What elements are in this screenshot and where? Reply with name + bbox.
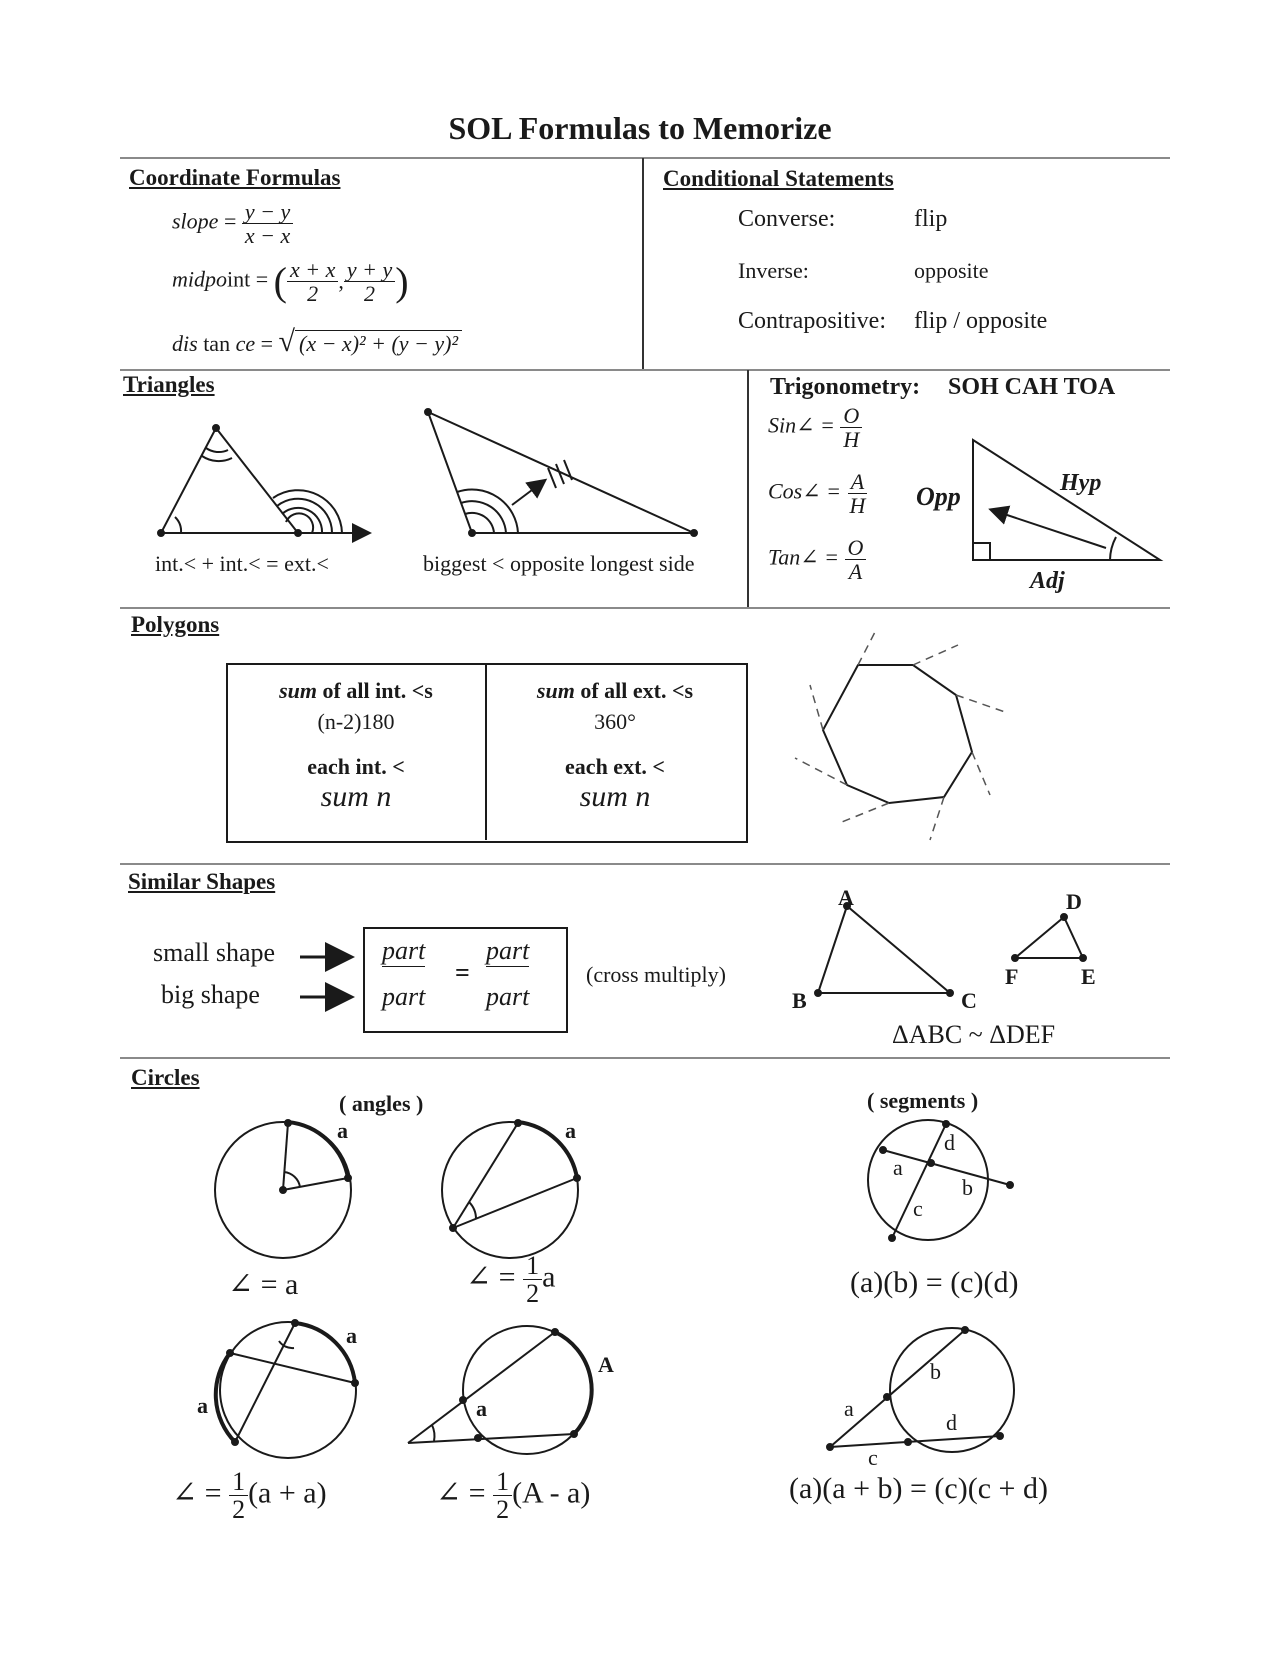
cross-multiply-note: (cross multiply) xyxy=(586,962,726,987)
half-fraction xyxy=(523,1252,542,1308)
sin-formula xyxy=(768,404,862,451)
midpoint-equals: = xyxy=(255,266,269,292)
external-secants-circle xyxy=(827,1327,1014,1452)
distance-label: dis xyxy=(172,331,198,356)
hyp-label: Hyp xyxy=(1060,470,1102,496)
exterior-angle-triangle xyxy=(158,425,368,536)
triangles-heading: Triangles xyxy=(123,372,215,397)
vertex-label-b: B xyxy=(792,988,807,1013)
small-part-1: part xyxy=(382,936,426,965)
exterior-sum-italic: sum xyxy=(536,678,575,703)
small-shape-label: small shape xyxy=(153,938,276,967)
coordinate-formulas-heading: Coordinate Formulas xyxy=(129,165,341,190)
divider xyxy=(120,607,1170,609)
midpoint-y-fraction xyxy=(344,258,395,305)
half-numerator: 1 xyxy=(229,1468,248,1496)
distance-equals: = xyxy=(260,331,274,356)
chord-formula-left: ∠ = xyxy=(172,1476,222,1510)
similarity-statement: ΔABC ~ ΔDEF xyxy=(892,1020,1056,1049)
inverse-value: opposite xyxy=(914,258,989,283)
distance-label-mid: tan xyxy=(203,331,231,356)
segment-label-a: a xyxy=(893,1155,903,1180)
segment-label-d: d xyxy=(944,1130,955,1155)
chord-segment-formula: (a)(b) = (c)(d) xyxy=(850,1266,1019,1299)
secant-segment-formula: (a)(a + b) = (c)(c + d) xyxy=(789,1472,1048,1505)
cos-denominator: H xyxy=(849,493,866,519)
each-exterior-label: each ext. < xyxy=(565,754,665,779)
segments-label: ( segments ) xyxy=(867,1088,979,1113)
divider xyxy=(747,370,749,608)
inscribed-formula-left: ∠ = xyxy=(466,1260,516,1294)
vertex-label-f: F xyxy=(1005,964,1019,989)
half-denominator: 2 xyxy=(232,1495,246,1525)
big-part-1: part xyxy=(382,982,426,1011)
exterior-sum-rest: of all ext. <s xyxy=(580,678,694,703)
adj-label: Adj xyxy=(1030,568,1065,594)
contrapositive-value: flip / opposite xyxy=(914,308,1048,334)
divider xyxy=(642,158,644,370)
arc-label-big-a: A xyxy=(598,1352,614,1377)
conditional-statements-heading: Conditional Statements xyxy=(663,166,894,191)
half-fraction xyxy=(493,1468,512,1524)
midpoint-label: midpo xyxy=(172,266,227,292)
inverse-label: Inverse: xyxy=(738,258,809,283)
half-denominator: 2 xyxy=(496,1495,510,1525)
vertex-label-d: D xyxy=(1066,889,1082,914)
sin-numerator: O xyxy=(840,404,862,428)
distance-label-end: ce xyxy=(235,331,256,356)
triangle-abc xyxy=(815,903,953,996)
intersecting-chords-circle xyxy=(868,1120,1013,1241)
contrapositive-label: Contrapositive: xyxy=(738,308,886,334)
slope-formula xyxy=(172,200,293,247)
half-denominator: 2 xyxy=(526,1279,540,1309)
right-triangle xyxy=(973,440,1160,560)
exterior-sum-value: 360° xyxy=(594,709,636,734)
midpoint-y-denominator: 2 xyxy=(364,281,376,307)
midpoint-y-numerator: y + y xyxy=(344,258,395,282)
divider xyxy=(120,157,1170,159)
inscribed-angle-circle xyxy=(442,1120,580,1258)
segment-label-d: d xyxy=(946,1410,957,1435)
octagon-figure xyxy=(795,632,1005,840)
inscribed-formula-right: a xyxy=(542,1260,556,1294)
secant-formula-right: (A - a) xyxy=(512,1476,591,1510)
tan-formula xyxy=(768,536,866,583)
polygons-heading: Polygons xyxy=(131,612,220,637)
vertex-label-e: E xyxy=(1081,964,1096,989)
big-shape-label: big shape xyxy=(161,980,260,1009)
segment-label-b: b xyxy=(962,1175,973,1200)
each-exterior-formula: sum n xyxy=(579,780,651,813)
inscribed-angle-formula xyxy=(466,1252,555,1308)
distance-expression: (x − x)² + (y − y)² xyxy=(295,330,462,356)
interior-sum-value: (n-2)180 xyxy=(317,709,395,734)
half-numerator: 1 xyxy=(493,1468,512,1496)
sin-fraction xyxy=(840,404,862,451)
vertex-label-a: A xyxy=(838,885,854,910)
divider xyxy=(120,1057,1170,1059)
slope-numerator: y − y xyxy=(242,200,293,224)
comma: , xyxy=(338,268,344,294)
sqrt-icon: √ xyxy=(278,325,295,358)
arc-label-a: a xyxy=(337,1118,348,1143)
chord-angle-formula xyxy=(172,1468,327,1524)
each-interior-label: each int. < xyxy=(307,754,405,779)
cos-fraction xyxy=(847,470,869,517)
exterior-angle-caption: int.< + int.< = ext.< xyxy=(155,551,329,576)
opp-label: Opp xyxy=(916,482,961,511)
secant-angle-formula xyxy=(436,1468,590,1524)
midpoint-label-suffix: int xyxy=(227,266,251,292)
sin-denominator: H xyxy=(843,427,860,453)
arc-label-a: a xyxy=(346,1323,357,1348)
chord-chord-circle xyxy=(216,1320,358,1458)
slope-label: slope xyxy=(172,208,219,234)
arc-label-a: a xyxy=(197,1393,208,1418)
converse-value: flip xyxy=(914,206,948,232)
midpoint-x-fraction xyxy=(287,258,338,305)
segment-label-c: c xyxy=(913,1196,923,1221)
secant-secant-circle xyxy=(408,1326,592,1454)
half-numerator: 1 xyxy=(523,1252,542,1280)
slope-denominator: x − x xyxy=(244,223,291,249)
tan-numerator: O xyxy=(845,536,867,560)
sin-label: Sin∠ = xyxy=(768,412,835,438)
segment-label-c: c xyxy=(868,1445,878,1470)
half-fraction xyxy=(229,1468,248,1524)
chord-formula-right: (a + a) xyxy=(248,1476,327,1510)
segment-label-a: a xyxy=(844,1396,854,1421)
tan-fraction xyxy=(845,536,867,583)
tan-denominator: A xyxy=(848,559,863,585)
slope-equals: = xyxy=(223,208,237,234)
cos-numerator: A xyxy=(848,470,867,494)
central-angle-formula: ∠ = a xyxy=(228,1268,299,1301)
central-angle-circle xyxy=(215,1120,351,1258)
open-paren: ( xyxy=(273,259,287,305)
similar-shapes-heading: Similar Shapes xyxy=(128,869,276,894)
arc-label-a: a xyxy=(476,1396,487,1421)
proportion-equals: = xyxy=(455,958,470,987)
cos-formula xyxy=(768,470,868,517)
longest-side-caption: biggest < opposite longest side xyxy=(423,551,695,576)
midpoint-x-numerator: x + x xyxy=(287,258,338,282)
interior-sum-label xyxy=(228,678,484,704)
page-title: SOL Formulas to Memorize xyxy=(448,110,832,146)
converse-label: Converse: xyxy=(738,206,836,232)
interior-sum-italic: sum xyxy=(279,678,318,703)
arc-label-a: a xyxy=(565,1118,576,1143)
circles-heading: Circles xyxy=(131,1065,200,1090)
angles-label: ( angles ) xyxy=(339,1091,424,1116)
midpoint-x-denominator: 2 xyxy=(307,281,319,307)
close-paren: ) xyxy=(395,259,409,305)
interior-sum-rest: of all int. <s xyxy=(322,678,433,703)
secant-formula-left: ∠ = xyxy=(436,1476,486,1510)
trigonometry-heading: Trigonometry: xyxy=(770,374,921,400)
midpoint-formula xyxy=(172,258,409,305)
exterior-sum-label xyxy=(487,678,743,704)
slope-fraction xyxy=(242,200,293,247)
each-interior-formula: sum n xyxy=(320,780,392,813)
triangle-def xyxy=(1012,914,1086,961)
longest-side-triangle xyxy=(425,409,697,536)
distance-formula xyxy=(172,325,462,359)
small-part-2: part xyxy=(486,936,530,965)
segment-label-b: b xyxy=(930,1359,941,1384)
soh-cah-toa: SOH CAH TOA xyxy=(948,374,1116,400)
tan-label: Tan∠ = xyxy=(768,544,839,570)
divider xyxy=(120,369,1170,371)
divider xyxy=(120,863,1170,865)
big-part-2: part xyxy=(486,982,530,1011)
vertex-label-c: C xyxy=(961,988,977,1013)
cos-label: Cos∠ = xyxy=(768,478,842,504)
